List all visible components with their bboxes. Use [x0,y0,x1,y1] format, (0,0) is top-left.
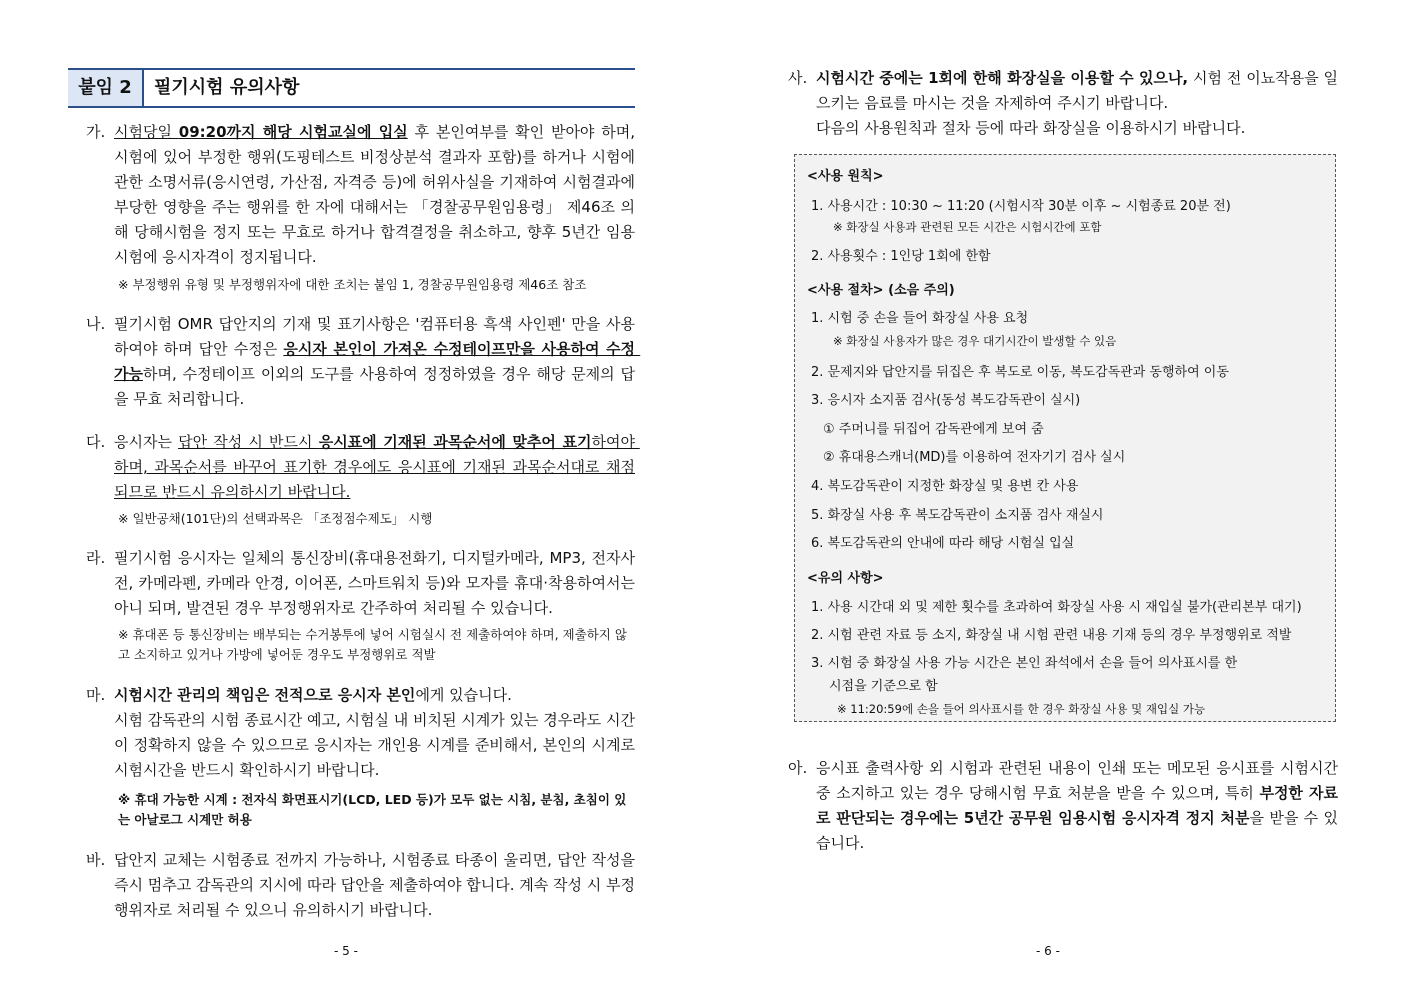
text-run: 응시자 본인이 가져온 수정테이프만을 사용하여 수정 가능 [114,340,641,383]
principle-item: 1. 사용시간 : 10:30 ~ 11:20 (시험시작 30분 이후 ~ 시험종료 20분 전) [811,199,1231,214]
text-run: 부정한 자료로 판단되는 경우에는 5년간 공무원 임용시험 응시자격 정지 처분 [816,784,1338,827]
item-marker: 바. [86,851,106,869]
text-run: 후 본인여부를 확인 받아야 하며, 시험에 있어 부정한 행위(도핑테스트 비정상분석 결과자 포함)를 하거나 시험에 관한 소명서류(응시연령, 가산점, 자격증 등)에 허위사실을 기재하여 시험결과에 부당한 영향을 주는 행위를 한 자에 대해서는 「경찰공무원임용령」 제46조 의해 당해시험을 정지 또는 무효로 하거나 합격결정을 취소하고, 향후 5년간 임용시험에 응시자격이 정지됩니다. [114,123,640,266]
text-run: 답안 작성 시 반드시 [178,433,319,451]
procedure-note: ※ 화장실 사용자가 많은 경우 대기시간이 발생할 수 있음 [833,334,1117,348]
note-ga: ※ 부정행위 유형 및 부정행위자에 대한 조치는 붙임 1, 경찰공무원임용령 제46조 참조 [118,277,587,292]
procedure-subitem: ② 휴대용스캐너(MD)를 이용하여 전자기기 검사 실시 [823,450,1126,465]
caution-heading: <유의 사항> [807,571,884,586]
item-text [114,848,640,923]
procedure-item: 3. 응시자 소지품 검사(동성 복도감독관이 실시) [811,393,1081,408]
principle-heading: <사용 원칙> [807,169,884,184]
appendix-tag: 붙임 2 [68,70,144,106]
item-marker: 라. [86,549,106,567]
text-run: 응시자는 [114,433,179,451]
procedure-item: 6. 복도감독관의 안내에 따라 해당 시험실 입실 [811,536,1075,551]
principle-note: ※ 화장실 사용과 관련된 모든 시간은 시험시간에 포함 [833,220,1102,234]
procedure-subitem: ① 주머니를 뒤집어 감독관에게 보여 줌 [823,422,1044,437]
item-marker: 사. [788,69,808,87]
note-ma: ※ 휴대 가능한 시계 : 전자식 화면표시기(LCD, LED 등)가 모두 없는 시침, 분침, 초침이 있는 아날로그 시계만 허용 [118,792,627,827]
item-marker: 아. [788,759,808,777]
restroom-rules-box [794,154,1336,722]
principle-item: 2. 사용횟수 : 1인당 1회에 한함 [811,249,991,264]
item-text [114,546,640,621]
item-marker: 가. [86,123,106,141]
item-text [114,120,640,270]
item-marker: 나. [86,315,106,333]
text-run: 필기시험 응시자는 일체의 통신장비(휴대용전화기, 디지털카메라, MP3, 전자사전, 카메라펜, 카메라 안경, 이어폰, 스마트워치 등)와 모자를 휴대·착용하여서는 아니 되며, 발견된 경우 부정행위자로 간주하여 처리될 수 있습니다. [114,549,640,617]
caution-item: 2. 시험 관련 자료 등 소지, 화장실 내 시험 관련 내용 기재 등의 경우 부정행위로 적발 [811,628,1292,643]
procedure-item: 4. 복도감독관이 지정한 화장실 및 용변 칸 사용 [811,479,1079,494]
item-text [816,756,1343,856]
item-text [114,312,641,412]
text-run: 응시표 출력사항 외 시험과 관련된 내용이 인쇄 또는 메모된 응시표를 시험시간 중 소지하고 있는 경우 당해시험 무효 처분을 받을 수 있으며, 특히 [816,759,1343,802]
appendix-header [68,68,635,108]
item-marker: 다. [86,433,106,451]
item-text [816,66,1338,141]
item-text [114,683,635,783]
item-marker: 마. [86,686,106,704]
note-da: ※ 일반공채(101단)의 선택과목은 「조정점수제도」 시행 [118,511,433,526]
text-run: 필기시험 OMR 답안지의 기재 및 표기사항은 '컴퓨터용 흑색 사인펜' 만을 사용하여야 하며 답안 수정은 [114,315,635,358]
appendix-title: 필기시험 유의사항 [154,77,300,98]
caution-note: ※ 11:20:59에 손을 들어 의사표시를 한 경우 화장실 사용 및 재입실 가능 [837,702,1206,716]
procedure-item: 5. 화장실 사용 후 복도감독관이 소지품 검사 재실시 [811,508,1104,523]
caution-item: 3. 시험 중 화장실 사용 가능 시간은 본인 좌석에서 손을 들어 의사표시를 한 [811,656,1238,671]
procedure-item: 1. 시험 중 손을 들어 화장실 사용 요청 [811,311,1029,326]
text-run: 시험 전 이뇨작용을 일으키는 음료를 마시는 것을 자제하여 주시기 바랍니다. 다음의 사용원칙과 절차 등에 따라 화장실을 이용하시기 바랍니다. [816,69,1338,137]
procedure-heading: <사용 절차> (소음 주의) [807,283,955,298]
text-run: 하여야 하며, 과목순서를 바꾸어 표기한 경우에도 응시표에 기재된 과목순서대로 채점되므로 반드시 유의하시기 바랍니다. [114,433,640,501]
text-run: 하며, 수정테이프 이외의 도구를 사용하여 정정하였을 경우 해당 문제의 답을 무효 처리합니다. [114,365,635,408]
page-number: - 6 - [1036,944,1060,958]
text-run: 응시표에 기재된 과목순서에 맞추어 표기 [318,433,592,451]
text-run: 시험시간 관리의 책임은 전적으로 응시자 본인 [114,686,416,704]
procedure-item: 2. 문제지와 답안지를 뒤집은 후 복도로 이동, 복도감독관과 동행하여 이동 [811,365,1229,380]
text-run: 09:20까지 해당 시험교실에 입실 [178,123,408,141]
text-run: 시험시간 중에는 1회에 한해 화장실을 이용할 수 있으나, [816,69,1189,87]
text-run: 을 받을 수 있습니다. [816,809,1338,852]
text-run: 에게 있습니다. 시험 감독관의 시험 종료시간 예고, 시험실 내 비치된 시계가 있는 경우라도 시간이 정확하지 않을 수 있으므로 응시자는 개인용 시계를 준비해서, 본인의 시계로 시험시간을 반드시 확인하시기 바랍니다. [114,686,635,779]
text-run: 답안지 교체는 시험종료 전까지 가능하나, 시험종료 타종이 울리면, 답안 작성을 즉시 멈추고 감독관의 지시에 따라 답안을 제출하여야 합니다. 계속 작성 시 부정행위자로 처리될 수 있으니 유의하시기 바랍니다. [114,851,640,919]
caution-item: 1. 사용 시간대 외 및 제한 횟수를 초과하여 화장실 사용 시 재입실 불가(관리본부 대기) [811,600,1302,615]
text-run: 시험당일 [114,123,179,141]
caution-item-cont: 시점을 기준으로 함 [829,679,938,694]
page-number: - 5 - [334,944,358,958]
note-ra: ※ 휴대폰 등 통신장비는 배부되는 수거봉투에 넣어 시험실시 전 제출하여야 하며, 제출하지 않고 소지하고 있거나 가방에 넣어둔 경우도 부정행위로 적발 [118,627,627,662]
item-text [114,430,640,505]
